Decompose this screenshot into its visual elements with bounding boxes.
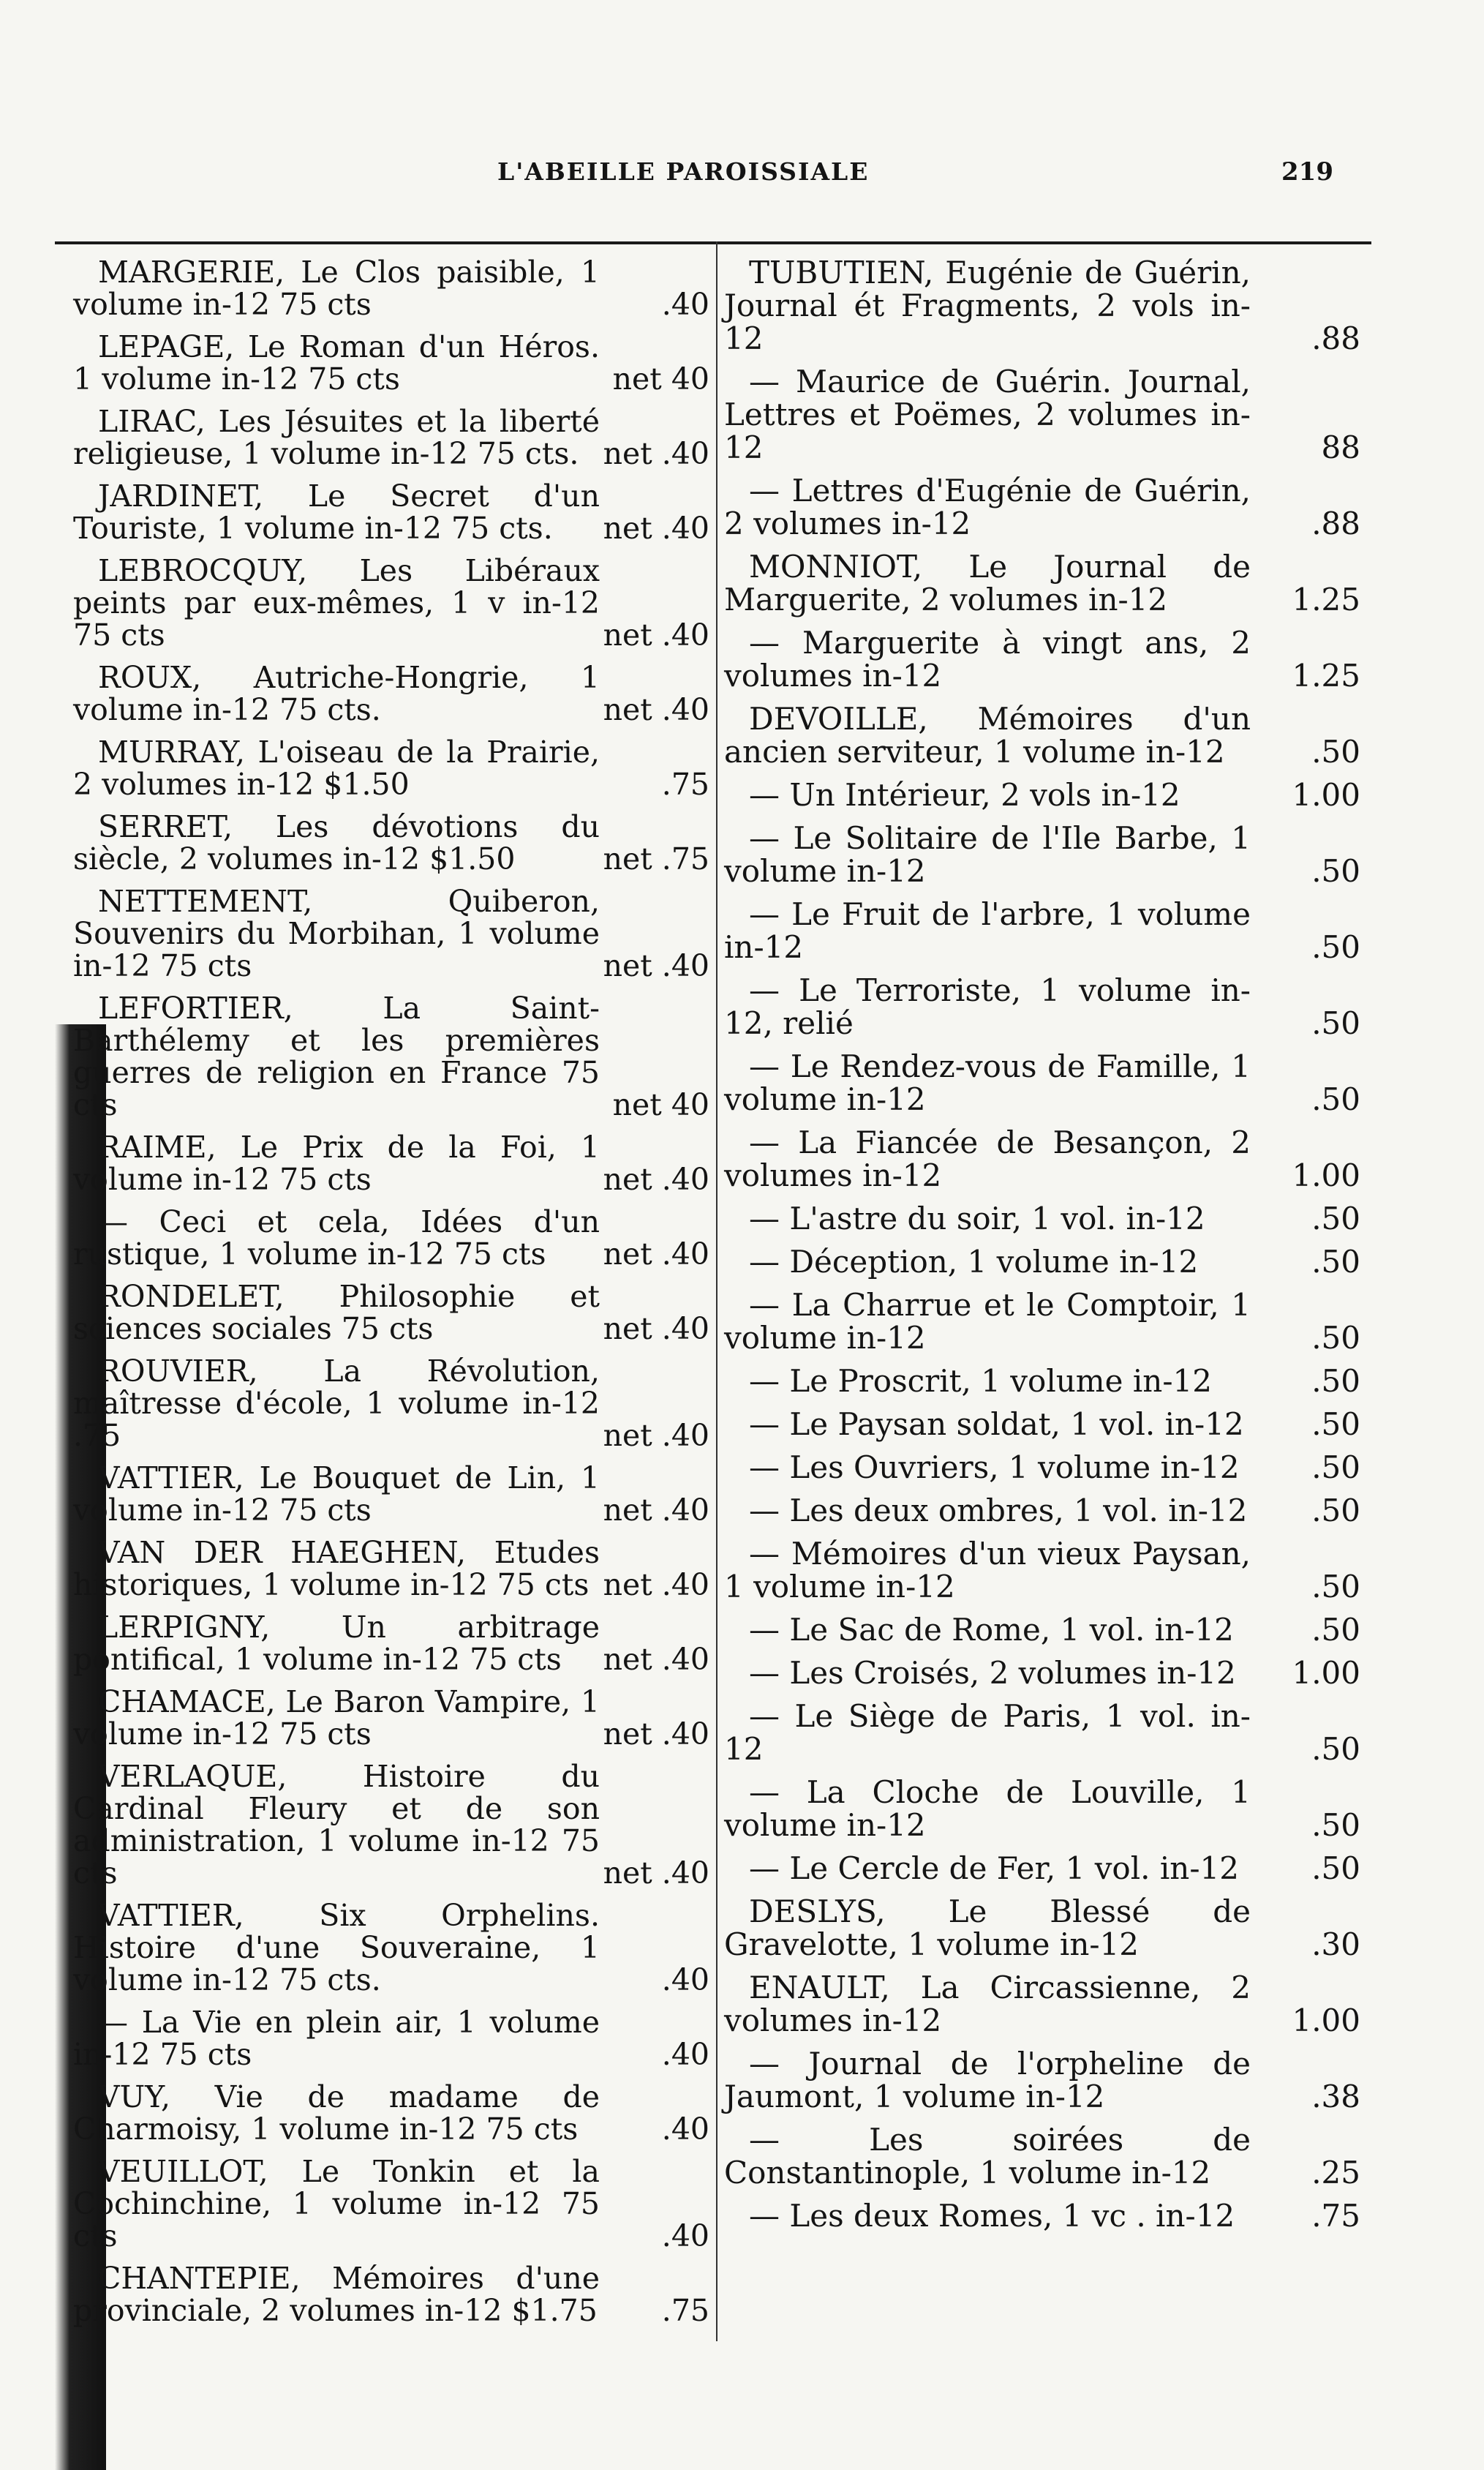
entry-price: .40 xyxy=(661,2037,709,2072)
entry-text: — Les deux ombres, 1 vol. in-12 xyxy=(749,1493,1248,1528)
entry-text: ROUX, Autriche-Hongrie, 1 volume in-12 75 cts. xyxy=(73,660,600,727)
catalog-entry xyxy=(724,550,1360,616)
catalog-entry xyxy=(724,702,1360,768)
entry-text: — Le Solitaire de l'Ile Barbe, 1 volume in-12 xyxy=(724,820,1251,889)
catalog-entry xyxy=(73,1611,709,1675)
entry-price: 1.00 xyxy=(1292,1157,1360,1193)
entry-price: .50 xyxy=(1311,1569,1360,1604)
entry-price: net .40 xyxy=(603,1418,709,1453)
entry-price: 1.25 xyxy=(1292,582,1360,618)
entry-text: — Les soirées de Constantinople, 1 volume in-12 xyxy=(724,2122,1251,2191)
entry-price: net .40 xyxy=(603,1642,709,1677)
catalog-entry xyxy=(724,1050,1360,1116)
catalog-entry xyxy=(724,1537,1360,1603)
entry-text: — Les Croisés, 2 volumes in-12 xyxy=(749,1655,1236,1691)
entry-text: SERRET, Les dévotions du siècle, 2 volumes in-12 $1.50 xyxy=(73,809,600,876)
entry-text: VERLAQUE, Histoire du Cardinal Fleury et de son administration, 1 volume in-12 75 cts xyxy=(73,1759,600,1891)
entry-text: — La Vie en plein air, 1 volume in-12 75 cts xyxy=(73,2005,600,2072)
right-column xyxy=(724,256,1360,2242)
catalog-entry xyxy=(73,885,709,982)
entry-text: — Déception, 1 volume in-12 xyxy=(749,1244,1199,1280)
entry-text: — Le Proscrit, 1 volume in-12 xyxy=(749,1363,1212,1399)
entry-text: — Un Intérieur, 2 vols in-12 xyxy=(749,777,1180,813)
entry-text: — Ceci et cela, Idées d'un rustique, 1 volume in-12 75 cts xyxy=(73,1204,600,1272)
catalog-entry xyxy=(724,974,1360,1040)
entry-price: .40 xyxy=(661,2218,709,2253)
catalog-entry xyxy=(724,1895,1360,1961)
entry-text: MURRAY, L'oiseau de la Prairie, 2 volumes in-12 $1.50 xyxy=(73,735,600,802)
catalog-entry xyxy=(73,1206,709,1270)
catalog-entry xyxy=(724,1494,1360,1527)
entry-price: .40 xyxy=(661,287,709,322)
entry-text: RONDELET, Philosophie et sciences sociales 75 cts xyxy=(73,1279,600,1346)
entry-text: RAIME, Le Prix de la Foi, 1 volume in-12 75 cts xyxy=(73,1130,600,1197)
entry-text: — Le Paysan soldat, 1 vol. in-12 xyxy=(749,1406,1244,1442)
entry-text: DEVOILLE, Mémoires d'un ancien serviteur, 1 volume in-12 xyxy=(724,701,1251,770)
entry-price: 1.00 xyxy=(1292,1655,1360,1691)
entry-price: .50 xyxy=(1311,1363,1360,1399)
entry-text: — Le Rendez-vous de Famille, 1 volume in-12 xyxy=(724,1048,1251,1117)
entry-text: LEFORTIER, La Saint-Barthélemy et les premières guerres de religion en France 75 cts xyxy=(73,991,600,1122)
entry-price: 1.25 xyxy=(1292,658,1360,694)
catalog-entry xyxy=(724,1288,1360,1354)
catalog-entry xyxy=(724,898,1360,964)
entry-price: .50 xyxy=(1311,1201,1360,1236)
catalog-entry xyxy=(73,2006,709,2071)
running-title: L'ABEILLE PAROISSIALE xyxy=(497,157,870,186)
entry-price: .40 xyxy=(661,2111,709,2147)
entry-price: .50 xyxy=(1311,1406,1360,1442)
entry-text: — Le Fruit de l'arbre, 1 volume in-12 xyxy=(724,896,1251,965)
entry-text: MONNIOT, Le Journal de Marguerite, 2 volumes in-12 xyxy=(724,549,1251,618)
entry-text: — Le Siège de Paris, 1 vol. in-12 xyxy=(724,1698,1251,1767)
catalog-entry xyxy=(724,1126,1360,1192)
entry-text: VUY, Vie de madame de Charmoisy, 1 volume in-12 75 cts xyxy=(73,2079,600,2147)
catalog-entry xyxy=(724,1613,1360,1646)
entry-price: net .40 xyxy=(603,618,709,653)
catalog-entry xyxy=(724,474,1360,540)
catalog-entry xyxy=(73,256,709,320)
entry-price: .25 xyxy=(1311,2155,1360,2191)
catalog-entry xyxy=(73,2155,709,2252)
catalog-entry xyxy=(724,256,1360,355)
entry-price: .75 xyxy=(1311,2198,1360,2234)
catalog-entry xyxy=(724,2047,1360,2113)
entry-price: net .40 xyxy=(603,436,709,471)
entry-text: — La Cloche de Louville, 1 volume in-12 xyxy=(724,1774,1251,1843)
catalog-entry xyxy=(724,1971,1360,2037)
catalog-entry xyxy=(724,778,1360,811)
catalog-entry xyxy=(724,822,1360,887)
entry-price: net .40 xyxy=(603,1855,709,1891)
entry-price: .50 xyxy=(1311,1612,1360,1648)
entry-price: 1.00 xyxy=(1292,777,1360,813)
catalog-entry xyxy=(73,1760,709,1889)
entry-text: — Maurice de Guérin. Journal, Lettres et Poëmes, 2 volumes in-12 xyxy=(724,364,1251,465)
entry-text: DESLYS, Le Blessé de Gravelotte, 1 volume in-12 xyxy=(724,1893,1251,1962)
entry-price: .75 xyxy=(661,2293,709,2328)
catalog-entry xyxy=(73,1536,709,1601)
catalog-entry xyxy=(73,2262,709,2327)
entry-price: net .40 xyxy=(603,1493,709,1528)
entry-price: net .40 xyxy=(603,1236,709,1272)
entry-price: .50 xyxy=(1311,1005,1360,1041)
entry-price: .40 xyxy=(661,1962,709,1997)
catalog-entry xyxy=(73,736,709,800)
entry-text: — Mémoires d'un vieux Paysan, 1 volume in-12 xyxy=(724,1536,1251,1604)
entry-text: LEBROCQUY, Les Libéraux peints par eux-mêmes, 1 v in-12 75 cts xyxy=(73,553,600,653)
entry-price: .75 xyxy=(661,767,709,802)
entry-text: NETTEMENT, Quiberon, Souvenirs du Morbihan, 1 volume in-12 75 cts xyxy=(73,884,600,983)
entry-text: JARDINET, Le Secret d'un Touriste, 1 volume in-12 75 cts. xyxy=(73,478,600,546)
entry-price: .50 xyxy=(1311,853,1360,889)
entry-text: MARGERIE, Le Clos paisible, 1 volume in-12 75 cts xyxy=(73,255,600,322)
entry-text: — Marguerite à vingt ans, 2 volumes in-12 xyxy=(724,625,1251,694)
catalog-entry xyxy=(73,405,709,470)
entry-text: — Lettres d'Eugénie de Guérin, 2 volumes in-12 xyxy=(724,473,1251,541)
entry-price: .38 xyxy=(1311,2079,1360,2114)
catalog-entry xyxy=(73,2081,709,2145)
entry-text: TUBUTIEN, Eugénie de Guérin, Journal ét Fragments, 2 vols in-12 xyxy=(724,255,1251,356)
left-column xyxy=(73,256,709,2337)
entry-price: net 40 xyxy=(612,1087,709,1122)
entry-price: net .40 xyxy=(603,1311,709,1346)
entry-price: .50 xyxy=(1311,1320,1360,1356)
entry-price: net 40 xyxy=(612,361,709,397)
entry-price: .50 xyxy=(1311,1081,1360,1117)
catalog-entry xyxy=(73,811,709,875)
catalog-entry xyxy=(73,992,709,1121)
catalog-entry xyxy=(724,1852,1360,1885)
entry-price: net .40 xyxy=(603,511,709,546)
entry-text: — Le Terroriste, 1 volume in-12, relié xyxy=(724,972,1251,1041)
catalog-entry xyxy=(724,365,1360,464)
entry-price: net .40 xyxy=(603,948,709,983)
catalog-entry xyxy=(73,661,709,726)
entry-text: — Les deux Romes, 1 vc . in-12 xyxy=(749,2198,1235,2234)
entry-text: — Le Cercle de Fer, 1 vol. in-12 xyxy=(749,1850,1239,1886)
catalog-entry xyxy=(724,2199,1360,2232)
entry-price: net .40 xyxy=(603,1716,709,1752)
header-rule xyxy=(55,241,1371,244)
entry-text: LIRAC, Les Jésuites et la liberté religieuse, 1 volume in-12 75 cts. xyxy=(73,404,600,471)
catalog-entry xyxy=(73,555,709,651)
entry-text: LEPAGE, Le Roman d'un Héros. 1 volume in-12 75 cts xyxy=(73,329,600,397)
entry-price: .50 xyxy=(1311,1244,1360,1280)
catalog-entry xyxy=(724,1451,1360,1484)
entry-price: net .40 xyxy=(603,692,709,727)
catalog-entry xyxy=(73,1355,709,1452)
catalog-entry xyxy=(724,1245,1360,1278)
entry-price: .50 xyxy=(1311,1493,1360,1528)
entry-price: .50 xyxy=(1311,929,1360,965)
catalog-entry xyxy=(73,331,709,395)
catalog-entry xyxy=(73,1462,709,1526)
catalog-entry xyxy=(724,1364,1360,1397)
entry-text: CHANTEPIE, Mémoires d'une provinciale, 2 volumes in-12 $1.75 xyxy=(73,2261,600,2328)
entry-price: net .40 xyxy=(603,1162,709,1197)
entry-text: VATTIER, Le Bouquet de Lin, 1 volume in-12 75 cts xyxy=(73,1460,600,1528)
entry-price: .88 xyxy=(1311,320,1360,356)
entry-text: — Les Ouvriers, 1 volume in-12 xyxy=(749,1449,1240,1485)
catalog-entry xyxy=(73,1899,709,1996)
entry-price: net .75 xyxy=(603,841,709,876)
catalog-entry xyxy=(724,1700,1360,1765)
entry-text: — Le Sac de Rome, 1 vol. in-12 xyxy=(749,1612,1234,1648)
entry-text: — La Charrue et le Comptoir, 1 volume in-12 xyxy=(724,1287,1251,1356)
page-header xyxy=(0,157,1484,201)
catalog-entry xyxy=(724,626,1360,692)
column-divider xyxy=(716,241,717,2341)
entry-text: CHAMACE, Le Baron Vampire, 1 volume in-12 75 cts xyxy=(73,1684,600,1752)
catalog-entry xyxy=(73,1686,709,1750)
entry-text: VEUILLOT, Le Tonkin et la Cochinchine, 1 volume in-12 75 cts xyxy=(73,2154,600,2253)
entry-price: .50 xyxy=(1311,1731,1360,1767)
entry-text: — La Fiancée de Besançon, 2 volumes in-12 xyxy=(724,1125,1251,1193)
entry-text: ENAULT, La Circassienne, 2 volumes in-12 xyxy=(724,1970,1251,2038)
catalog-entry xyxy=(724,1776,1360,1842)
catalog-entry xyxy=(73,480,709,544)
entry-text: VAN DER HAEGHEN, Etudes historiques, 1 volume in-12 75 cts xyxy=(73,1535,600,1602)
catalog-entry xyxy=(724,1408,1360,1441)
entry-price: .88 xyxy=(1311,506,1360,541)
entry-price: net .40 xyxy=(603,1567,709,1602)
entry-price: .50 xyxy=(1311,1850,1360,1886)
entry-price: .50 xyxy=(1311,1449,1360,1485)
entry-price: 1.00 xyxy=(1292,2002,1360,2038)
entry-text: — Journal de l'orpheline de Jaumont, 1 volume in-12 xyxy=(724,2046,1251,2114)
entry-text: LERPIGNY, Un arbitrage pontifical, 1 volume in-12 75 cts xyxy=(73,1610,600,1677)
catalog-entry xyxy=(724,1202,1360,1235)
catalog-entry xyxy=(724,1656,1360,1689)
catalog-entry xyxy=(73,1280,709,1345)
entry-text: VATTIER, Six Orphelins. Histoire d'une Souveraine, 1 volume in-12 75 cts. xyxy=(73,1898,600,1997)
entry-text: — L'astre du soir, 1 vol. in-12 xyxy=(749,1201,1205,1236)
catalog-entry xyxy=(73,1131,709,1195)
entry-price: .50 xyxy=(1311,1807,1360,1843)
entry-price: .50 xyxy=(1311,734,1360,770)
entry-price: 88 xyxy=(1321,429,1360,465)
catalog-entry xyxy=(724,2123,1360,2189)
entry-price: .30 xyxy=(1311,1926,1360,1962)
entry-text: ROUVIER, La Révolution, maîtresse d'école, 1 volume in-12 .75 xyxy=(73,1354,600,1453)
page-number: 219 xyxy=(1281,157,1333,187)
